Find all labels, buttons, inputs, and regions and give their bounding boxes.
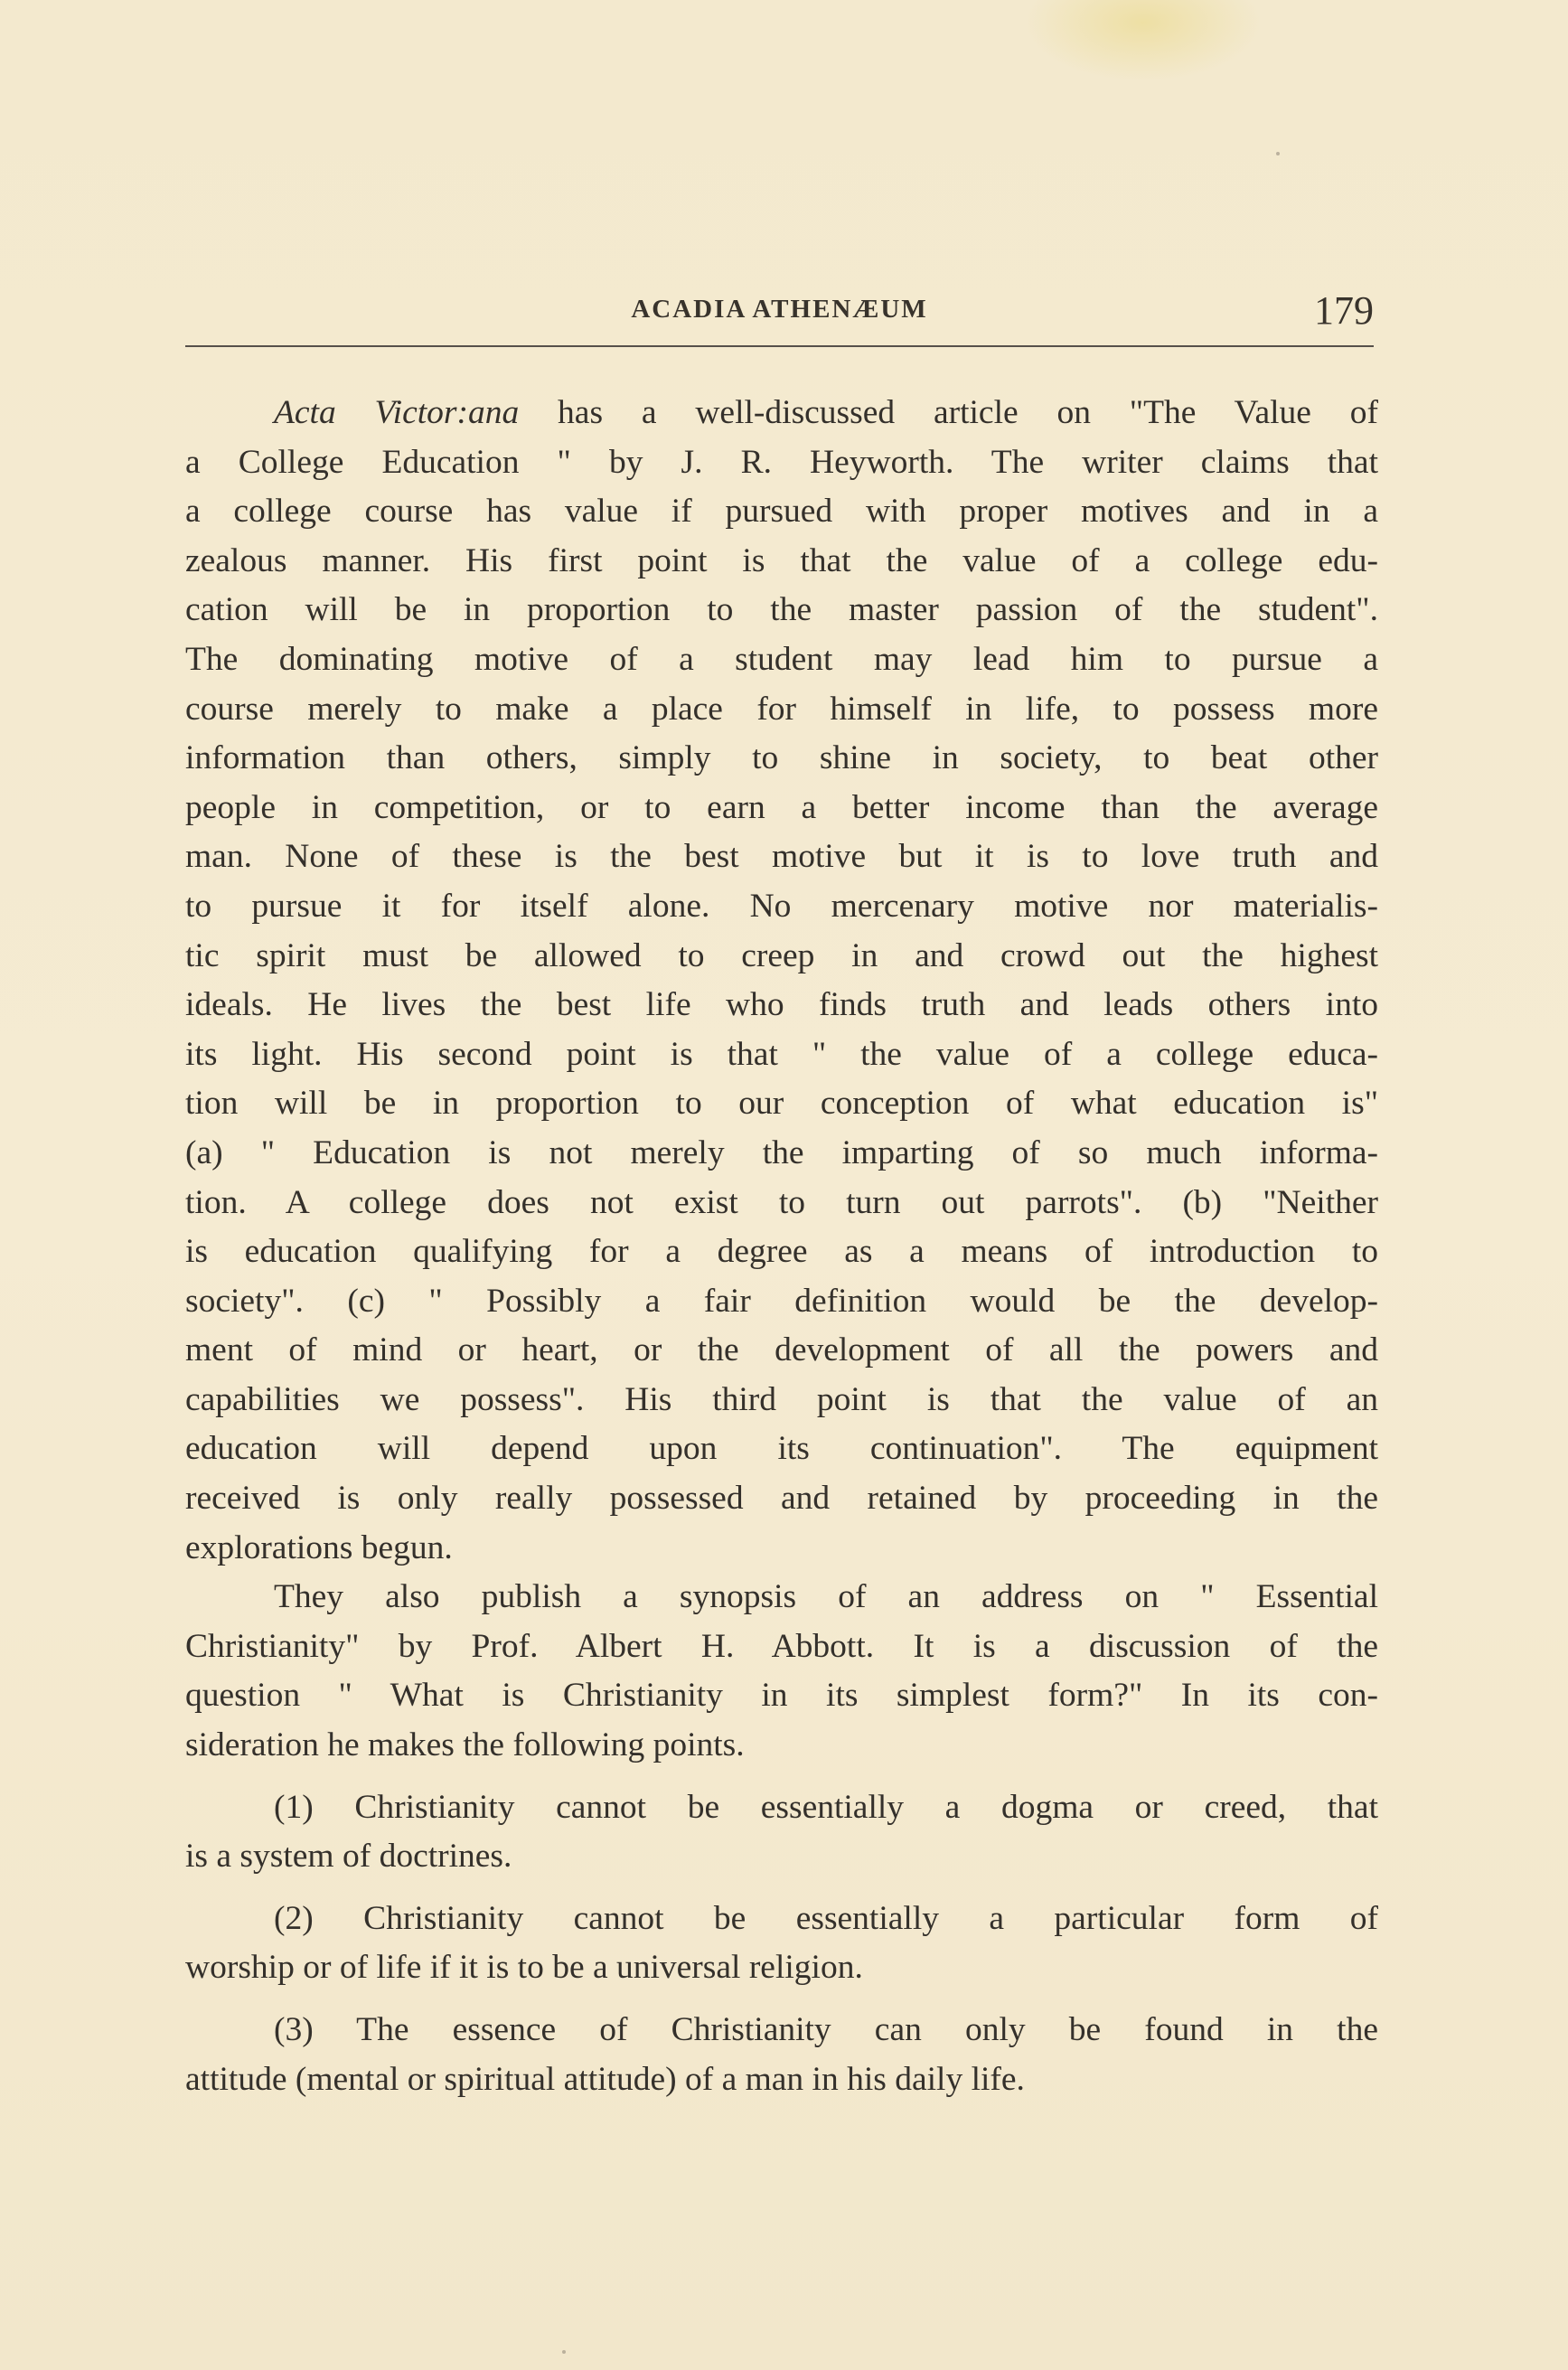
text-line: a College Education " by J. R. Heyworth. The writer claims that — [185, 443, 1378, 481]
text-line: attitude (mental or spiritual attitude) of a man in his daily life. — [185, 2060, 1025, 2098]
text-line: society". (c) " Possibly a fair definition would be the develop- — [185, 1282, 1378, 1320]
text-line: zealous manner. His first point is that the value of a college edu- — [185, 541, 1378, 579]
text-line: a college course has value if pursued with proper motives and in a — [185, 493, 1378, 531]
text-line: is a system of doctrines. — [185, 1838, 512, 1876]
journal-title: Acta Victor:ana — [274, 394, 520, 431]
text-line: its light. His second point is that " the value of a college educa- — [185, 1035, 1378, 1073]
page-number: 179 — [1314, 288, 1374, 333]
text-line: to pursue it for itself alone. No mercenary motive nor materialis- — [185, 887, 1378, 925]
text-line: The dominating motive of a student may lead him to pursue a — [185, 640, 1378, 678]
text-line: question " What is Christianity in its simplest form?" In its con- — [185, 1677, 1378, 1715]
paper-speck — [1276, 152, 1280, 155]
text-line: information than others, simply to shine in society, to beat other — [185, 739, 1378, 777]
text-line: worship or of life if it is to be a universal religion. — [185, 1949, 863, 1987]
page-header — [185, 287, 1374, 338]
paper-speck — [562, 2350, 566, 2354]
text-line: capabilities we possess". His third point is that the value of an — [185, 1380, 1378, 1418]
text-line: sideration he makes the following points. — [185, 1726, 745, 1764]
text-line: education will depend upon its continuation". The equipment — [185, 1430, 1378, 1468]
body-text — [185, 389, 1378, 2104]
text-line: ideals. He lives the best life who finds truth and leads others into — [185, 986, 1378, 1024]
text-line: Christianity" by Prof. Albert H. Abbott. It is a discussion of the — [185, 1627, 1378, 1665]
text-line: received is only really possessed and retained by proceeding in the — [185, 1480, 1378, 1518]
text-line: tion will be in proportion to our conception of what education is" — [185, 1085, 1378, 1123]
text-line: tic spirit must be allowed to creep in and crowd out the highest — [185, 936, 1378, 974]
text-line: (2) Christianity cannot be essentially a particular form of — [274, 1899, 1378, 1937]
text-line-rest: has a well-discussed article on "The Value of — [519, 394, 1378, 431]
text-line: is education qualifying for a degree as a means of introduction to — [185, 1233, 1378, 1271]
text-line: They also publish a synopsis of an address on " Essential — [274, 1578, 1378, 1616]
text-line: tion. A college does not exist to turn out parrots". (b) "Neither — [185, 1183, 1378, 1221]
text-line: (3) The essence of Christianity can only be found in the — [274, 2011, 1378, 2048]
text-line: man. None of these is the best motive but it is to love truth and — [185, 838, 1378, 876]
text-line: (a) " Education is not merely the imparting of so much informa- — [185, 1133, 1378, 1171]
text-line: cation will be in proportion to the master passion of the student". — [185, 591, 1378, 629]
text-line: (1) Christianity cannot be essentially a dogma or creed, that — [274, 1788, 1378, 1826]
text-line: course merely to make a place for himself in life, to possess more — [185, 690, 1378, 728]
running-title: ACADIA ATHENÆUM — [631, 295, 928, 324]
text-line — [185, 389, 1378, 438]
text-line: people in competition, or to earn a better income than the average — [185, 788, 1378, 826]
header-rule — [185, 345, 1374, 347]
text-line: ment of mind or heart, or the development of all the powers and — [185, 1331, 1378, 1369]
text-line: explorations begun. — [185, 1528, 453, 1566]
